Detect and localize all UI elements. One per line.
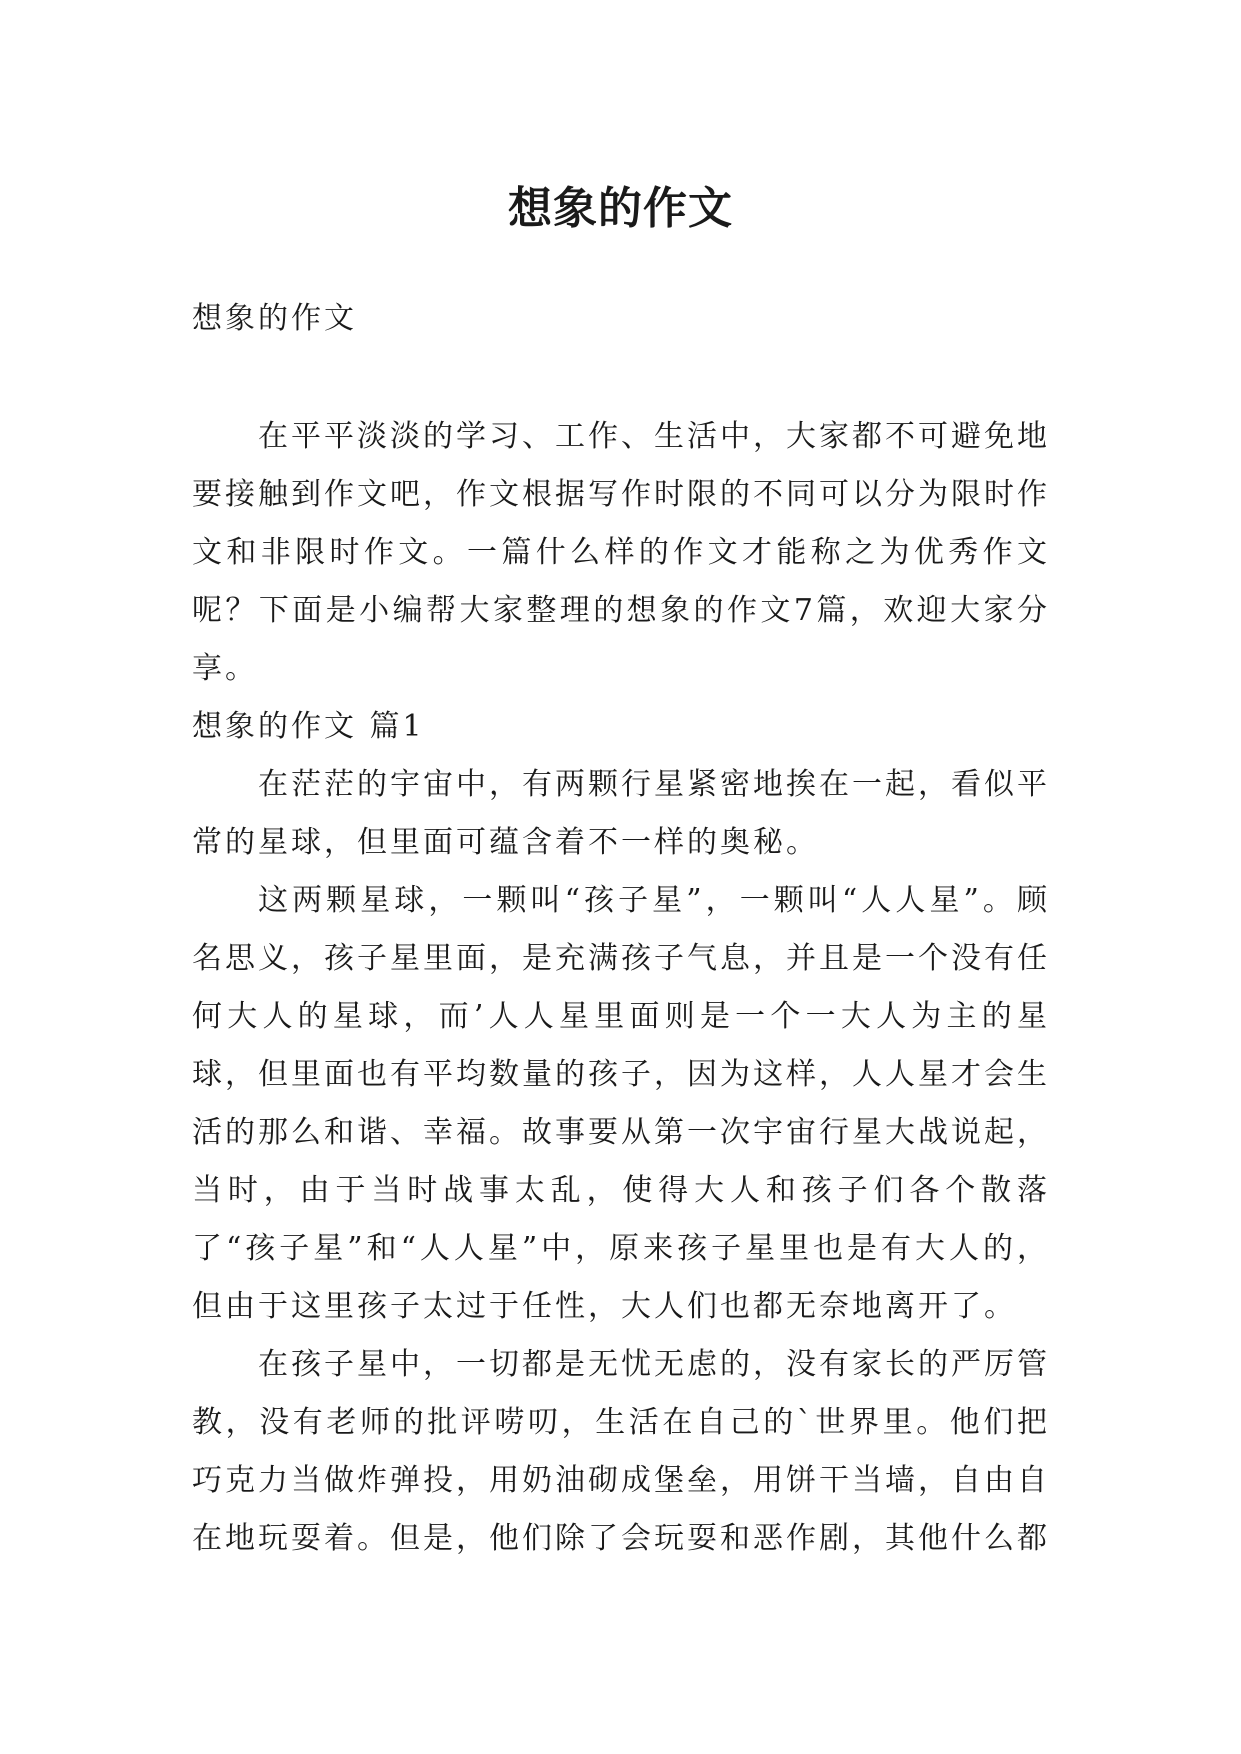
document-title: 想象的作文 — [508, 183, 733, 235]
document-body — [192, 290, 1050, 1568]
body-paragraph-3: 在孩子星中，一切都是无忧无虑的，没有家长的严厉管教，没有老师的批评唠叨，生活在自己的`世界里。他们把巧克力当做炸弹投，用奶油砌成堡垒，用饼干当墙，自由自在地玩耍着。但是，他们除了会玩耍和恶作剧，其他什么都 — [192, 1347, 1050, 1556]
intro-paragraph: 在平平淡淡的学习、工作、生活中，大家都不可避免地要接触到作文吧，作文根据写作时限的不同可以分为限时作文和非限时作文。一篇什么样的作文才能称之为优秀作文呢？下面是小编帮大家整理的想象的作文7篇，欢迎大家分享。 — [192, 419, 1050, 686]
document-subtitle: 想象的作文 — [192, 301, 357, 336]
body-paragraph-1: 在茫茫的宇宙中，有两颗行星紧密地挨在一起，看似平常的星球，但里面可蕴含着不一样的奥秘。 — [192, 767, 1050, 860]
section-heading: 想象的作文 篇1 — [192, 709, 425, 744]
body-paragraph-2: 这两颗星球，一颗叫“孩子星”，一颗叫“人人星”。顾名思义，孩子星里面，是充满孩子气息，并且是一个没有任何大人的星球，而’人人星里面则是一个一大人为主的星球，但里面也有平均数量的孩子，因为这样，人人星才会生活的那么和谐、幸福。故事要从第一次宇宙行星大战说起，当时，由于当时战事太乱，使得大人和孩子们各个散落了“孩子星”和“人人星”中，原来孩子星里也是有大人的，但由于这里孩子太过于任性，大人们也都无奈地离开了。 — [192, 883, 1050, 1324]
